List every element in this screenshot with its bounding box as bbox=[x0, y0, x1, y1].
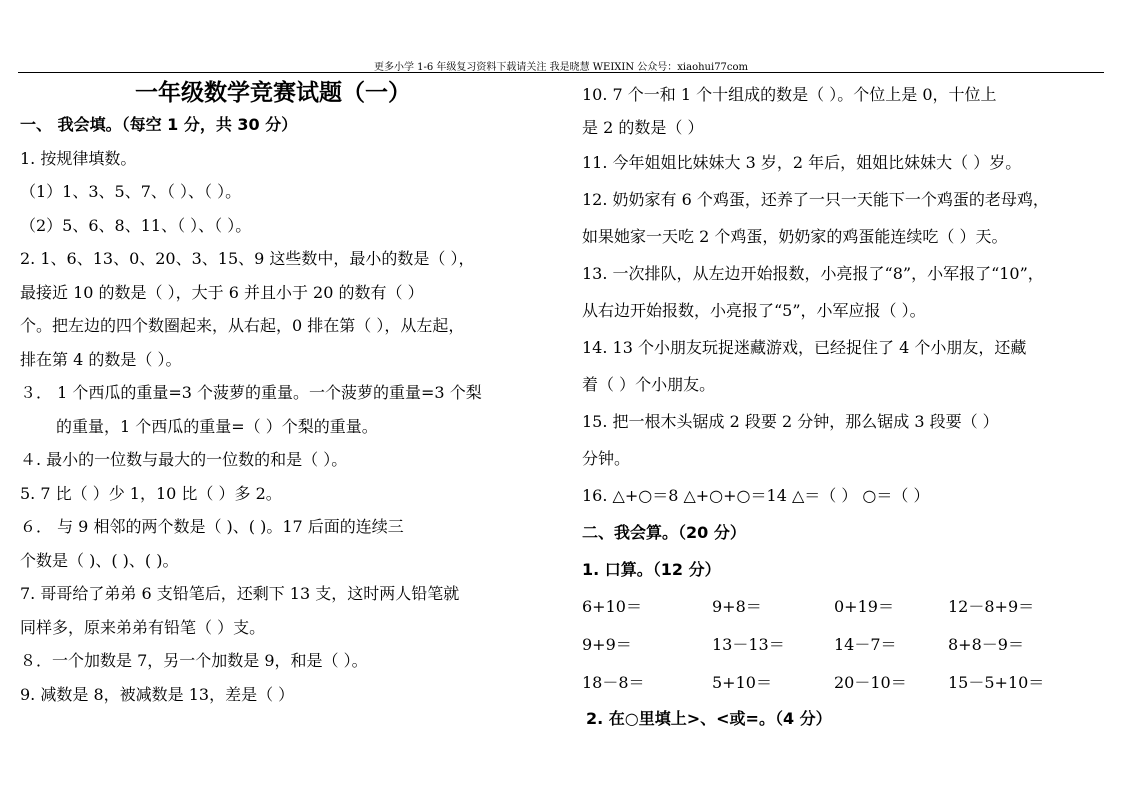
question-line: 9. 减数是 8，被减数是 13，差是（ ） bbox=[20, 684, 295, 704]
calc-row bbox=[582, 664, 1104, 702]
question-line: 分钟。 bbox=[582, 449, 631, 468]
header-rule bbox=[18, 72, 1104, 73]
right-questions bbox=[582, 78, 1104, 588]
question-line: ３． 1 个西瓜的重量=3 个菠萝的重量。一个菠萝的重量=3 个梨 bbox=[20, 383, 482, 402]
question-line: ６． 与 9 相邻的两个数是（ )、( )。17 后面的连续三 bbox=[20, 517, 404, 536]
oral-calc-grid bbox=[582, 588, 1104, 702]
question-line: 如果她家一天吃 2 个鸡蛋，奶奶家的鸡蛋能连续吃（ ）天。 bbox=[582, 227, 1008, 246]
compare-section-title: 2. 在○里填上>、<或=。（4 分） bbox=[586, 709, 832, 728]
question-line: 16. △+○＝8 △+○+○＝14 △＝（ ） ○＝（ ） bbox=[582, 486, 930, 505]
question-line: （2）5、6、8、11、（ ）、（ ）。 bbox=[20, 215, 252, 235]
question-line: 12. 奶奶家有 6 个鸡蛋，还养了一只一天能下一个鸡蛋的老母鸡， bbox=[582, 190, 1049, 209]
question-line: （1）1、3、5、7、（ ）、（ ）。 bbox=[20, 182, 242, 201]
question-line: 11. 今年姐姐比妹妹大 3 岁，2 年后，姐姐比妹妹大（ ）岁。 bbox=[582, 153, 1022, 172]
question-line: 从右边开始报数，小亮报了“5”，小军应报（ ）。 bbox=[582, 301, 926, 320]
calc-item: 9+9＝ bbox=[582, 635, 632, 654]
calc-item: 15－5+10＝ bbox=[948, 673, 1045, 692]
calc-item: 13－13＝ bbox=[712, 635, 785, 654]
calc-item: 14－7＝ bbox=[834, 635, 897, 654]
calc-item: 0+19＝ bbox=[834, 597, 894, 616]
left-column bbox=[20, 78, 546, 711]
question-line: 一、 我会填。（每空 1 分，共 30 分） bbox=[20, 115, 298, 134]
question-line: 1. 口算。（12 分） bbox=[582, 560, 721, 579]
question-line: ４. 最小的一位数与最大的一位数的和是（ ）。 bbox=[20, 450, 348, 469]
question-line: 15. 把一根木头锯成 2 段要 2 分钟，那么锯成 3 段要（ ） bbox=[582, 412, 999, 431]
question-line: 着（ ）个小朋友。 bbox=[582, 375, 716, 394]
question-line: 是 2 的数是（ ） bbox=[582, 118, 704, 137]
question-line: 个数是（ )、( )、( )。 bbox=[20, 550, 179, 570]
question-line: 的重量，1 个西瓜的重量=（ ）个梨的重量。 bbox=[56, 416, 378, 436]
question-line: 10. 7 个一和 1 个十组成的数是（ ）。个位上是 0，十位上 bbox=[582, 85, 997, 104]
question-line: 13. 一次排队，从左边开始报数，小亮报了“8”，小军报了“10”， bbox=[582, 264, 1044, 283]
question-line: 2. 1、6、13、0、20、3、15、9 这些数中，最小的数是（ ）， bbox=[20, 249, 475, 268]
calc-row bbox=[582, 588, 1104, 626]
calc-item: 12－8+9＝ bbox=[948, 597, 1035, 616]
page-title: 一年级数学竞赛试题（一） bbox=[135, 80, 411, 106]
calc-item: 9+8＝ bbox=[712, 597, 762, 616]
question-line: 5. 7 比（ ）少 1，10 比（ ）多 2。 bbox=[20, 483, 282, 503]
question-line: 最接近 10 的数是（ ），大于 6 并且小于 20 的数有（ ） bbox=[20, 282, 424, 302]
question-line: 同样多，原来弟弟有铅笔（ ）支。 bbox=[20, 617, 266, 637]
calc-item: 5+10＝ bbox=[712, 673, 772, 692]
calc-item: 6+10＝ bbox=[582, 597, 642, 616]
question-line: 1. 按规律填数。 bbox=[20, 148, 137, 168]
calc-item: 18－8＝ bbox=[582, 673, 645, 692]
question-line: 二、我会算。（20 分） bbox=[582, 523, 746, 542]
calc-item: 20－10＝ bbox=[834, 673, 907, 692]
calc-item: 8+8－9＝ bbox=[948, 635, 1024, 654]
question-line: 14. 13 个小朋友玩捉迷藏游戏，已经捉住了 4 个小朋友，还藏 bbox=[582, 338, 1027, 357]
page-header-note: 更多小学 1-6 年级复习资料下载请关注 我是晓慧 WEIXIN 公众号：xiaohui77com bbox=[373, 62, 749, 73]
question-line: ８．一个加数是 7，另一个加数是 9，和是（ ）。 bbox=[20, 651, 368, 670]
question-line: 排在第 4 的数是（ ）。 bbox=[20, 349, 182, 369]
question-line: 7. 哥哥给了弟弟 6 支铅笔后，还剩下 13 支，这时两人铅笔就 bbox=[20, 584, 460, 603]
left-questions bbox=[20, 108, 546, 711]
calc-row bbox=[582, 626, 1104, 664]
question-line: 个。把左边的四个数圈起来，从右起，0 排在第（ ），从左起， bbox=[20, 316, 465, 335]
right-column bbox=[582, 78, 1104, 736]
